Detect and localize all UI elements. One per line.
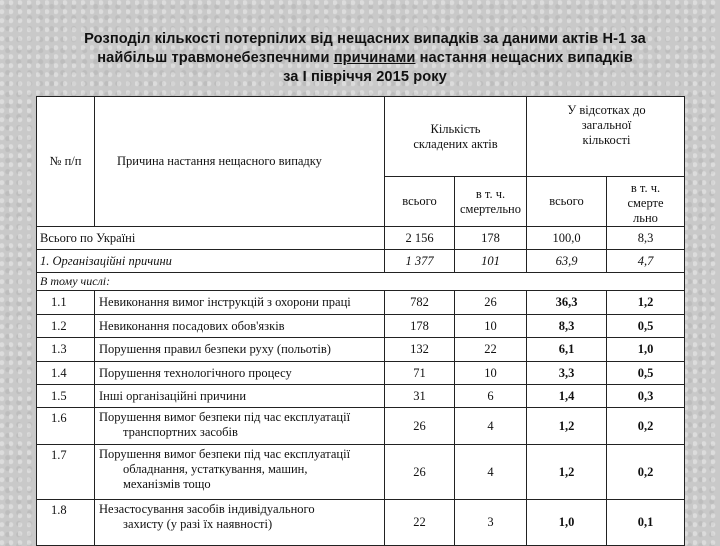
item-cause-line: Невиконання вимог інструкцій з охорони праці — [99, 295, 351, 309]
items-body — [37, 291, 685, 546]
document-title — [30, 30, 700, 87]
item-pct-fatal: 0,2 — [607, 408, 685, 445]
item-cause-line: Порушення технологічного процесу — [99, 365, 292, 380]
org-total: 1 377 — [385, 250, 455, 273]
item-num: 1.6 — [37, 408, 95, 445]
item-fatal: 4 — [455, 445, 527, 500]
table-row — [37, 500, 685, 546]
row-inclusive — [37, 273, 685, 291]
item-fatal: 22 — [455, 338, 527, 362]
header-total-pct: всього — [527, 177, 607, 227]
item-num: 1.5 — [37, 385, 95, 408]
title-line-1: Розподіл кількості потерпілих від нещасних випадків за даними актів Н-1 за — [84, 31, 646, 47]
ukraine-pct-total: 100,0 — [527, 227, 607, 250]
item-num: 1.7 — [37, 445, 95, 500]
item-fatal: 10 — [455, 315, 527, 338]
org-fatal: 101 — [455, 250, 527, 273]
item-num: 1.4 — [37, 362, 95, 385]
header-total: всього — [385, 177, 455, 227]
item-cause-line: механізмів тощо — [123, 477, 211, 491]
item-pct-fatal: 0,3 — [607, 385, 685, 408]
title-line-3: за І півріччя 2015 року — [283, 69, 447, 85]
header-cause: Причина настання нещасного випадку — [95, 97, 385, 227]
item-num: 1.1 — [37, 291, 95, 315]
item-pct-total: 36,3 — [527, 291, 607, 315]
item-pct-total: 1,2 — [527, 408, 607, 445]
org-label: 1. Організаційні причини — [37, 250, 385, 273]
item-cause — [95, 408, 385, 445]
item-fatal: 6 — [455, 385, 527, 408]
header-fatal-pct-line: в т. ч. — [630, 181, 661, 195]
item-cause-line: Порушення правил безпеки руху (польотів) — [99, 342, 331, 356]
header-row-1 — [37, 97, 685, 177]
item-pct-fatal: 0,2 — [607, 445, 685, 500]
header-fatal-pct — [607, 177, 685, 227]
item-fatal: 10 — [455, 362, 527, 385]
item-pct-fatal: 1,2 — [607, 291, 685, 315]
item-pct-total: 1,4 — [527, 385, 607, 408]
item-cause-line: Незастосування засобів індивідуального — [99, 502, 315, 516]
ukraine-pct-fatal: 8,3 — [607, 227, 685, 250]
item-cause-line: Невиконання посадових обов'язків — [99, 318, 285, 333]
table-row — [37, 385, 685, 408]
item-total: 22 — [385, 500, 455, 546]
item-cause-line: транспортних засобів — [123, 425, 238, 439]
item-cause — [95, 362, 385, 385]
item-total: 132 — [385, 338, 455, 362]
item-pct-total: 1,0 — [527, 500, 607, 546]
item-pct-total: 1,2 — [527, 445, 607, 500]
header-pct-group: У відсотках до загальної кількості — [527, 97, 685, 177]
table-row — [37, 445, 685, 500]
item-fatal: 4 — [455, 408, 527, 445]
header-fatal-pct-line: льно — [633, 211, 658, 225]
ukraine-label: Всього по Україні — [37, 227, 385, 250]
item-cause — [95, 338, 385, 362]
table-row — [37, 291, 685, 315]
item-fatal: 3 — [455, 500, 527, 546]
row-org-causes — [37, 250, 685, 273]
item-pct-fatal: 0,5 — [607, 315, 685, 338]
header-count-group: Кількість складених актів — [385, 97, 527, 177]
item-pct-total: 8,3 — [527, 315, 607, 338]
table-row — [37, 338, 685, 362]
header-fatal-count: в т. ч. смертельно — [455, 177, 527, 227]
title-underlined-word: причинами — [333, 50, 416, 66]
item-total: 31 — [385, 385, 455, 408]
item-cause — [95, 445, 385, 500]
item-total: 71 — [385, 362, 455, 385]
inclusive-label: В тому числі: — [37, 273, 685, 291]
title-line-2-start: найбільш травмонебезпечними — [97, 50, 334, 66]
item-pct-total: 3,3 — [527, 362, 607, 385]
ukraine-fatal: 178 — [455, 227, 527, 250]
header-num: № п/п — [37, 97, 95, 227]
item-cause-line: Порушення вимог безпеки під час експлуатації — [99, 410, 351, 424]
table-row — [37, 362, 685, 385]
item-cause — [95, 385, 385, 408]
item-num: 1.2 — [37, 315, 95, 338]
org-pct-total: 63,9 — [527, 250, 607, 273]
org-pct-fatal: 4,7 — [607, 250, 685, 273]
item-total: 782 — [385, 291, 455, 315]
item-cause — [95, 315, 385, 338]
item-num: 1.8 — [37, 500, 95, 546]
title-line-2-end: настання нещасних випадків — [415, 50, 633, 66]
ukraine-total: 2 156 — [385, 227, 455, 250]
table-row — [37, 315, 685, 338]
row-ukraine-total — [37, 227, 685, 250]
item-cause-line: захисту (у разі їх наявності) — [123, 517, 273, 531]
item-cause-line: обладнання, устаткування, машин, — [123, 462, 308, 476]
injury-causes-table — [36, 96, 685, 546]
item-cause — [95, 291, 385, 315]
header-fatal-pct-line: смерте — [627, 196, 664, 210]
item-pct-fatal: 1,0 — [607, 338, 685, 362]
item-pct-fatal: 0,1 — [607, 500, 685, 546]
item-fatal: 26 — [455, 291, 527, 315]
item-total: 26 — [385, 445, 455, 500]
item-total: 178 — [385, 315, 455, 338]
item-cause-line: Порушення вимог безпеки під час експлуатації — [99, 447, 351, 461]
item-cause-line: Інші організаційні причини — [99, 388, 247, 403]
item-cause — [95, 500, 385, 546]
item-num: 1.3 — [37, 338, 95, 362]
item-pct-fatal: 0,5 — [607, 362, 685, 385]
item-total: 26 — [385, 408, 455, 445]
title-line-2 — [30, 49, 700, 68]
table-row — [37, 408, 685, 445]
item-pct-total: 6,1 — [527, 338, 607, 362]
